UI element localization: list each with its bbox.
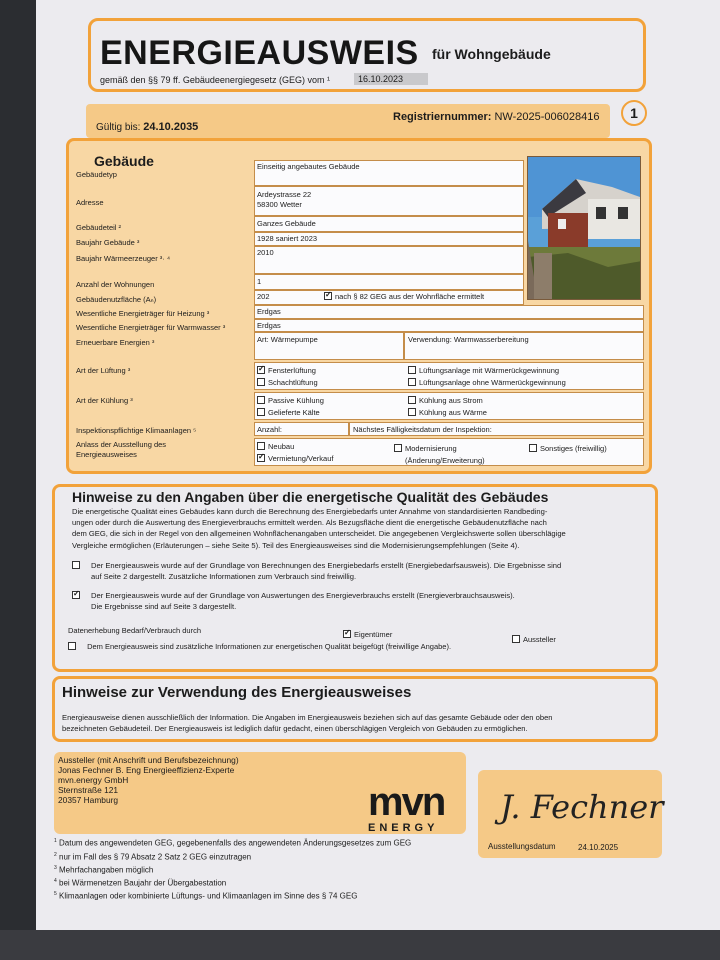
cell-anzahl-wohnungen — [254, 274, 524, 290]
label-gebaeudetyp: Gebäudetyp — [76, 170, 117, 179]
label-nutzflaeche: Gebäudenutzfläche (Aₙ) — [76, 295, 157, 304]
checkbox-vermietung[interactable] — [257, 454, 265, 462]
label-anzahl-wohnungen: Anzahl der Wohnungen — [76, 280, 155, 289]
checkbox-wohnflaeche[interactable] — [324, 292, 332, 300]
checkbox-fensterlueftung[interactable] — [257, 366, 265, 374]
klima-faelligkeit: Nächstes Fälligkeitsdatum der Inspektion: — [353, 425, 492, 434]
value-baujahr-waermeerzeuger: 2010 — [257, 248, 274, 257]
checkbox-passive-kuehlung[interactable] — [257, 396, 265, 404]
footnote-1: $^1$ Datum des angewendeten GEG, gegebenenfalls des angewendeten Änderungsgesetzes zum GEG — [54, 838, 412, 848]
option-gelieferte-kaelte[interactable]: Gelieferte Kälte — [257, 408, 320, 417]
label-energietraeger-heizung: Wesentliche Energieträger für Heizung ³ — [76, 309, 210, 318]
checkbox-bedarfsausweis[interactable] — [72, 561, 83, 570]
option-kuehlung-waerme[interactable]: Kühlung aus Wärme — [408, 408, 487, 417]
option-fensterlueftung[interactable]: ✓ Fensterlüftung — [257, 366, 316, 375]
option-sonstiges[interactable]: Sonstiges (freiwillig) — [529, 444, 607, 453]
checkbox-bedarf-box[interactable] — [72, 561, 80, 569]
label-lueftung: Art der Lüftung ³ — [76, 366, 131, 375]
registration-number: Registriernummer: NW-2025-006028416 — [393, 111, 600, 123]
label-anlass: Anlass der Ausstellung des Energieausweises — [76, 440, 167, 459]
label-kuehlung: Art der Kühlung ³ — [76, 396, 133, 405]
valid-until: Gültig bis: 24.10.2035 — [96, 121, 199, 133]
footnote-3: $^3$ Mehrfachangaben möglich — [54, 865, 154, 875]
legal-basis: gemäß den §§ 79 ff. Gebäudeenergiegesetz (GEG) vom ¹ — [100, 75, 330, 85]
checkbox-kuehlung-strom[interactable] — [408, 396, 416, 404]
label-klimaanlagen: Inspektionspflichtige Klimaanlagen ⁵ — [76, 426, 197, 435]
value-gebaeudeteil: Ganzes Gebäude — [257, 219, 316, 228]
option-kuehlung-strom[interactable]: Kühlung aus Strom — [408, 396, 483, 405]
option-bedarfsausweis-text: Der Energieausweis wurde auf der Grundlage von Berechnungen des Energiebedarfs erstellt (Energiebedarfsausweis). Die Ergebnisse sind auf Seite 2 dargestellt. Zusätzliche Informationen zum Verbrauch sind freiwillig. — [91, 561, 562, 582]
value-energietraeger-heizung: Erdgas — [257, 307, 281, 316]
value-adresse-street: Ardeystrasse 22 — [257, 190, 312, 199]
datenerhebung-label: Datenerhebung Bedarf/Verbrauch durch — [68, 626, 202, 635]
checkbox-verbrauch-box[interactable] — [72, 591, 80, 599]
page-number: 1 — [621, 100, 647, 126]
footnote-2: $^2$ nur im Fall des § 79 Absatz 2 Satz 2 GEG einzutragen — [54, 852, 252, 862]
option-lueftung-ohne-wrg[interactable]: Lüftungsanlage ohne Wärmerückgewinnung — [408, 378, 566, 387]
document-title-suffix: für Wohngebäude — [432, 46, 551, 62]
geg-date: 16.10.2023 — [354, 73, 428, 85]
signature: J. Fechner — [500, 788, 664, 826]
issue-date-label: Ausstellungsdatum — [488, 842, 556, 851]
usage-notes-title: Hinweise zur Verwendung des Energieausweises — [62, 684, 412, 701]
option-lueftung-mit-wrg[interactable]: Lüftungsanlage mit Wärmerückgewinnung — [408, 366, 559, 375]
checkbox-eigentuemer[interactable] — [343, 630, 351, 638]
footnote-4: $^4$ bei Wärmenetzen Baujahr der Übergabestation — [54, 878, 227, 888]
usage-notes-text: Energieausweise dienen ausschließlich der Information. Die Angaben im Energieausweis beziehen sich auf das gesamte Gebäude oder den oben bezeichneten Gebäudeteil. Der Energieausweis ist lediglich dafür gedacht, einen überschlägigen Vergleich von Gebäuden zu ermöglichen. — [62, 713, 553, 734]
label-erneuerbar: Erneuerbare Energien ³ — [76, 338, 155, 347]
document-title: ENERGIEAUSWEIS — [100, 34, 419, 72]
option-passive-kuehlung[interactable]: Passive Kühlung — [257, 396, 324, 405]
footnote-5: $^5$ Klimaanlagen oder kombinierte Lüftungs- und Klimaanlagen im Sinne des § 74 GEG — [54, 891, 358, 901]
issue-date: 24.10.2025 — [578, 843, 619, 852]
checkbox-sonstiges[interactable] — [529, 444, 537, 452]
label-baujahr-waermeerzeuger: Baujahr Wärmeerzeuger ³· ⁴ — [76, 254, 171, 263]
checkbox-neubau[interactable] — [257, 442, 265, 450]
option-vermietung[interactable]: ✓Vermietung/Verkauf — [257, 454, 333, 463]
checkbox-lueftung-ohne-wrg[interactable] — [408, 378, 416, 386]
cell-baujahr-waermeerzeuger — [254, 246, 524, 274]
option-eigentuemer[interactable]: ✓ Eigentümer — [343, 630, 392, 639]
option-modernisierung[interactable]: Modernisierung — [394, 444, 457, 453]
label-gebaeudeteil: Gebäudeteil ² — [76, 223, 122, 232]
checkbox-schachtlueftung[interactable] — [257, 378, 265, 386]
label-adresse: Adresse — [76, 198, 104, 207]
label-energietraeger-warmwasser: Wesentliche Energieträger für Warmwasser ³ — [76, 323, 226, 332]
option-aussteller[interactable]: Aussteller — [512, 635, 556, 644]
checkbox-kuehlung-waerme[interactable] — [408, 408, 416, 416]
background-shadow — [0, 930, 720, 960]
checkbox-lueftung-mit-wrg[interactable] — [408, 366, 416, 374]
cell-energietraeger-heizung — [254, 305, 644, 319]
value-nutzflaeche: 202 — [257, 292, 270, 301]
checkbox-zusatzinfo[interactable] — [68, 642, 76, 650]
value-baujahr: 1928 saniert 2023 — [257, 234, 318, 243]
option-neubau[interactable]: Neubau — [257, 442, 294, 451]
option-aenderung-label: (Änderung/Erweiterung) — [405, 456, 485, 465]
quality-notes-intro: Die energetische Qualität eines Gebäudes kann durch die Berechnung des Energiebedarfs unter Annahme von standardisierten Randbeding- ungen oder durch die Auswertung des Energieverbrauchs ermittelt werden. Als Bezugsfläche dient die energetische Gebäudenutzfläche nach dem GEG, die sich in der Regel von den allgemeinen Wohnflächenangaben unterscheidet. Die angegebenen Vergleichswerte sollen überschlägige Vergleiche ermöglichen (Erläuterungen – siehe Seite 5). Teil des Energieausweises sind die Modernisierungsempfehlungen (Seite 4). — [72, 507, 566, 550]
option-schachtlueftung[interactable]: Schachtlüftung — [257, 378, 318, 387]
mvn-logo-subtitle: ENERGY — [368, 822, 439, 834]
klima-anzahl: Anzahl: — [257, 425, 283, 434]
label-baujahr: Baujahr Gebäude ³ — [76, 238, 140, 247]
quality-notes-title: Hinweise zu den Angaben über die energetische Qualität des Gebäudes — [72, 489, 549, 505]
value-gebaeudetyp: Einseitig angebautes Gebäude — [257, 162, 360, 171]
building-section-title: Gebäude — [94, 153, 154, 169]
mvn-logo: mvn — [368, 780, 445, 824]
nutzflaeche-note: ✓ nach § 82 GEG aus der Wohnfläche ermittelt — [324, 292, 484, 301]
cell-energietraeger-warmwasser — [254, 319, 644, 332]
value-adresse-city: 58300 Wetter — [257, 200, 302, 209]
value-anzahl-wohnungen: 1 — [257, 277, 262, 286]
issuer-details: Aussteller (mit Anschrift und Berufsbezeichnung) Jonas Fechner B. Eng Energieeffizienz-Experte mvn.energy GmbH Sternstraße 121 20357 Hamburg — [58, 755, 239, 805]
checkbox-verbrauchsausweis[interactable] — [72, 591, 83, 600]
value-erneuerbar-verwendung: Verwendung: Warmwasserbereitung — [408, 335, 529, 344]
option-verbrauchsausweis-text: Der Energieausweis wurde auf der Grundlage von Auswertungen des Energieverbrauchs erstellt (Energieverbrauchsausweis). Die Ergebnisse sind auf Seite 3 dargestellt. — [91, 591, 515, 612]
building-photo — [527, 156, 641, 300]
value-erneuerbar-art: Art: Wärmepumpe — [257, 335, 318, 344]
checkbox-modernisierung[interactable] — [394, 444, 402, 452]
checkbox-aussteller[interactable] — [512, 635, 520, 643]
checkbox-gelieferte-kaelte[interactable] — [257, 408, 265, 416]
option-zusatzinfo[interactable]: Dem Energieausweis sind zusätzliche Informationen zur energetischen Qualität beigefügt (freiwillige Angabe). — [68, 642, 451, 651]
value-energietraeger-warmwasser: Erdgas — [257, 321, 281, 330]
